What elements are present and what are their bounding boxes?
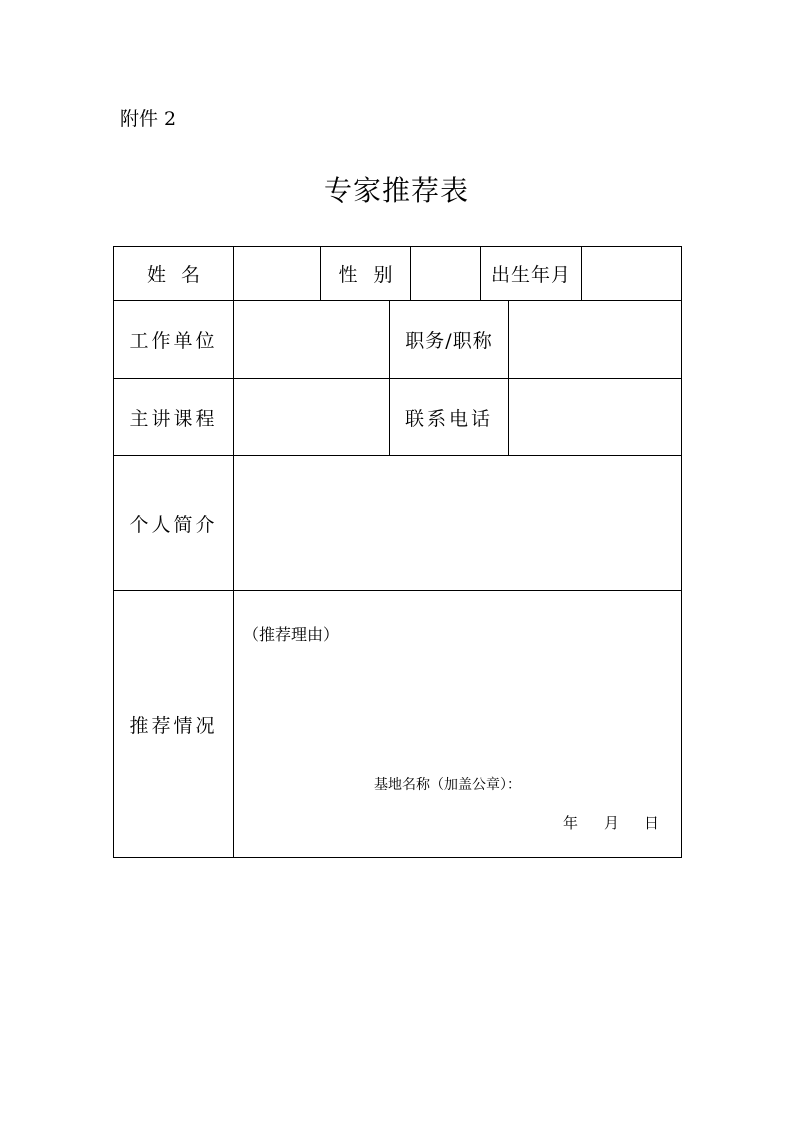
bio-field[interactable] [234, 456, 681, 590]
phone-label: 联系电话 [404, 407, 493, 430]
workplace-label: 工作单位 [129, 330, 218, 352]
table-border-bottom [113, 857, 682, 858]
name-field[interactable] [234, 247, 320, 300]
form-title: 专家推荐表 [323, 174, 469, 207]
attachment-label: 附件 2 [120, 108, 177, 130]
date-year-label: 年 [563, 814, 579, 832]
table-border-right [681, 246, 682, 858]
workplace-field[interactable] [234, 301, 389, 378]
position-title-field[interactable] [509, 301, 681, 378]
gender-label: 性别 [338, 264, 409, 286]
recommendation-label: 推荐情况 [129, 714, 218, 737]
course-label: 主讲课程 [129, 407, 218, 430]
date-day-label: 日 [644, 814, 660, 832]
birth-date-field[interactable] [582, 247, 681, 300]
birth-date-label: 出生年月 [490, 264, 571, 286]
gender-field[interactable] [411, 247, 480, 300]
recommendation-reason-text: （推荐理由） [243, 625, 340, 644]
bio-label: 个人简介 [129, 513, 218, 536]
date-month-label: 月 [604, 814, 620, 832]
base-name-seal-text: 基地名称（加盖公章）： [374, 777, 521, 793]
position-title-label: 职务/职称 [405, 330, 493, 352]
name-label: 姓名 [146, 264, 215, 286]
course-field[interactable] [234, 379, 389, 455]
phone-field[interactable] [509, 379, 681, 455]
